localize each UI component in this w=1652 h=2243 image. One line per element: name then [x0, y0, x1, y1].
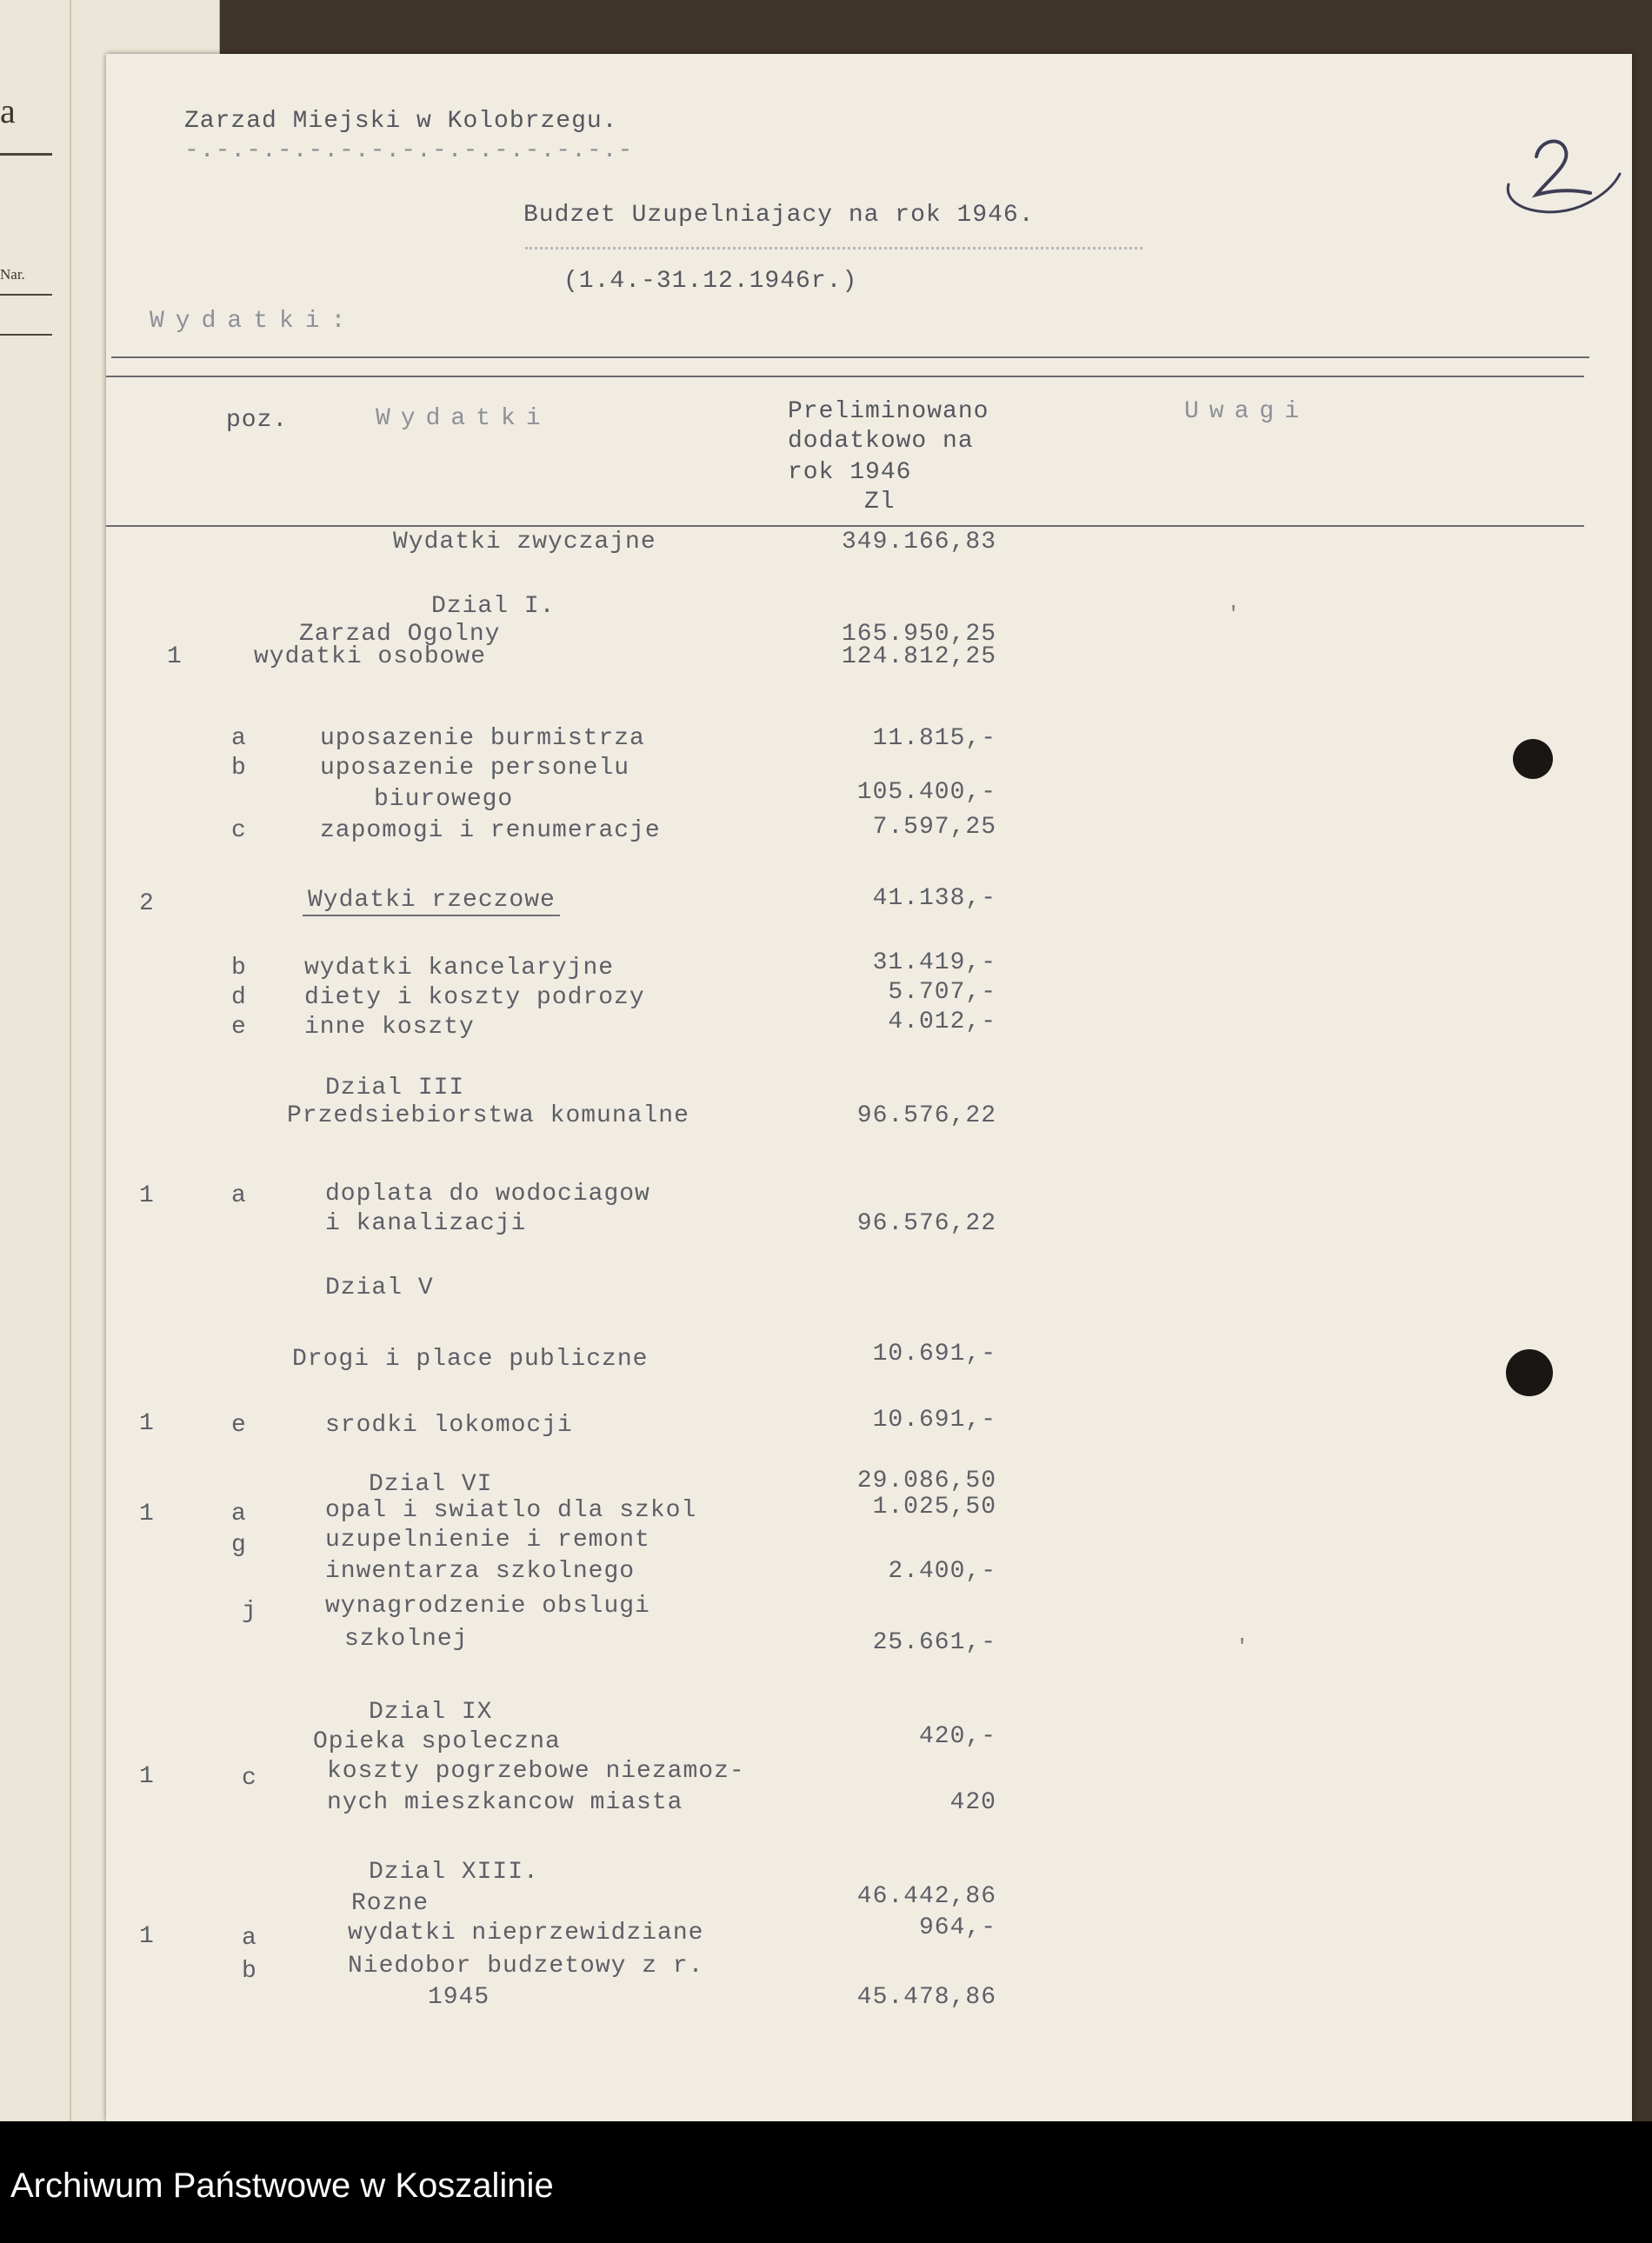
- row-sub: d: [231, 984, 247, 1011]
- row-amount: 10.691,-: [872, 1341, 996, 1368]
- row-amount: 5.707,-: [888, 979, 996, 1006]
- row-name: Wydatki zwyczajne: [393, 529, 656, 556]
- row-name: Rozne: [351, 1890, 430, 1917]
- pencil-mark: ′: [1228, 603, 1240, 625]
- office-name: Zarzad Miejski w Kolobrzegu.: [184, 108, 618, 135]
- row-name: zapomogi i renumeracje: [320, 817, 661, 844]
- row-poz: 1: [139, 1182, 155, 1209]
- archive-footer: [0, 2121, 1652, 2243]
- row-name-underline: [303, 915, 560, 916]
- section-title: Wydatki:: [150, 308, 357, 335]
- row-name: Przedsiebiorstwa komunalne: [287, 1102, 689, 1129]
- table-top-rule: [106, 376, 1584, 377]
- row-amount: 420,-: [918, 1723, 996, 1750]
- row-poz: 1: [139, 1501, 155, 1528]
- office-underline: -.-.-.-.-.-.-.-.-.-.-.-.-.-.-: [184, 137, 634, 164]
- row-sub: c: [231, 817, 247, 844]
- row-name: doplata do wodociagow: [325, 1181, 650, 1208]
- row-sub: c: [242, 1765, 257, 1792]
- row-amount: 1.025,50: [872, 1494, 996, 1521]
- row-name: inne koszty: [304, 1014, 475, 1041]
- row-amount: 46.442,86: [856, 1883, 996, 1910]
- under-sheet-rule: [0, 334, 52, 336]
- row-name: i kanalizacji: [325, 1210, 527, 1237]
- row-section: Dzial III: [325, 1075, 465, 1102]
- under-sheet-rule: [0, 153, 52, 156]
- row-amount: 105.400,-: [856, 779, 996, 806]
- row-sub: e: [231, 1014, 247, 1041]
- row-amount: 45.478,86: [856, 1984, 996, 2011]
- row-amount: 25.661,-: [872, 1629, 996, 1656]
- row-name: szkolnej: [344, 1626, 469, 1653]
- row-amount: 41.138,-: [872, 885, 996, 912]
- row-amount: 29.086,50: [856, 1468, 996, 1494]
- row-amount: 2.400,-: [888, 1558, 996, 1585]
- row-name: biurowego: [374, 786, 514, 813]
- punch-hole: [1506, 1349, 1553, 1396]
- row-sub: b: [231, 755, 247, 782]
- row-amount: 4.012,-: [888, 1008, 996, 1035]
- column-header-uwagi: Uwagi: [1184, 398, 1310, 425]
- row-sub: a: [231, 1501, 247, 1528]
- row-amount: 349.166,83: [841, 529, 996, 556]
- row-name: wydatki nieprzewidziane: [348, 1920, 704, 1947]
- column-header-amount: rok 1946: [788, 459, 912, 486]
- row-name: koszty pogrzebowe niezamoz-: [327, 1758, 745, 1785]
- under-sheet-fragment-nar: Nar.: [0, 266, 25, 283]
- row-name: uzupelnienie i remont: [325, 1527, 650, 1554]
- row-section: Dzial I.: [431, 593, 556, 620]
- table-header-rule: [106, 525, 1584, 527]
- budget-period: (1.4.-31.12.1946r.): [563, 268, 858, 295]
- row-amount: 96.576,22: [856, 1102, 996, 1129]
- row-sub: g: [231, 1532, 247, 1559]
- row-amount: 165.950,25: [841, 621, 996, 648]
- row-name: opal i swiatlo dla szkol: [325, 1497, 697, 1524]
- row-name: 1945: [428, 1984, 490, 2011]
- row-sub: a: [231, 1182, 247, 1209]
- row-amount: 124.812,25: [841, 643, 996, 670]
- title-underline: [525, 247, 1142, 250]
- column-header-wydatki: Wydatki: [376, 405, 551, 432]
- column-header-amount: dodatkowo na: [788, 428, 974, 455]
- row-name: uposazenie burmistrza: [320, 725, 645, 752]
- row-name: Wydatki rzeczowe: [308, 887, 556, 914]
- page-number-handwritten: [1493, 123, 1623, 219]
- row-poz: 1: [167, 643, 183, 670]
- row-section: Dzial IX: [369, 1699, 493, 1726]
- row-sub: j: [242, 1598, 257, 1625]
- row-name: Opieka spoleczna: [313, 1728, 561, 1755]
- column-header-amount: Preliminowano: [788, 398, 989, 425]
- row-section: Dzial V: [325, 1275, 434, 1301]
- row-amount: 964,-: [918, 1914, 996, 1941]
- row-amount: 31.419,-: [872, 949, 996, 976]
- pencil-mark: ′: [1236, 1636, 1249, 1658]
- row-name: wydatki kancelaryjne: [304, 955, 615, 982]
- punch-hole: [1513, 739, 1553, 779]
- row-sub: b: [231, 955, 247, 982]
- under-sheet-edge: [70, 0, 71, 2121]
- row-name: Zarzad Ogolny: [299, 621, 501, 648]
- row-sub: b: [242, 1958, 257, 1985]
- row-name: uposazenie personelu: [320, 755, 630, 782]
- under-sheet-rule: [0, 294, 52, 296]
- row-name: nych mieszkancow miasta: [327, 1789, 683, 1816]
- under-sheet-fragment-a: a: [0, 91, 16, 130]
- row-sub: a: [242, 1925, 257, 1952]
- row-amount: 11.815,-: [872, 725, 996, 752]
- row-poz: 2: [139, 890, 155, 917]
- budget-title: Budzet Uzupelniajacy na rok 1946.: [523, 202, 1035, 229]
- row-poz: 1: [139, 1410, 155, 1437]
- row-name: inwentarza szkolnego: [325, 1558, 636, 1585]
- row-name: wynagrodzenie obslugi: [325, 1593, 650, 1620]
- row-name: wydatki osobowe: [254, 643, 487, 670]
- archive-name: Archiwum Państwowe w Koszalinie: [10, 2166, 554, 2205]
- row-poz: 1: [139, 1923, 155, 1950]
- row-amount: 96.576,22: [856, 1210, 996, 1237]
- document-sheet: [106, 54, 1632, 2121]
- row-name: srodki lokomocji: [325, 1412, 573, 1439]
- row-section: Dzial XIII.: [369, 1859, 539, 1886]
- row-section: Dzial VI: [369, 1471, 493, 1498]
- row-poz: 1: [139, 1763, 155, 1790]
- row-sub: a: [231, 725, 247, 752]
- row-name: Niedobor budzetowy z r.: [348, 1953, 704, 1980]
- row-amount: 7.597,25: [872, 814, 996, 841]
- table-top-rule: [111, 356, 1589, 358]
- column-header-poz: poz.: [226, 407, 289, 434]
- column-header-amount: Zl: [864, 489, 896, 516]
- row-amount: 10.691,-: [872, 1407, 996, 1434]
- row-name: diety i koszty podrozy: [304, 984, 645, 1011]
- row-sub: e: [231, 1412, 247, 1439]
- row-name: Drogi i place publiczne: [292, 1346, 649, 1373]
- row-amount: 420: [949, 1789, 996, 1816]
